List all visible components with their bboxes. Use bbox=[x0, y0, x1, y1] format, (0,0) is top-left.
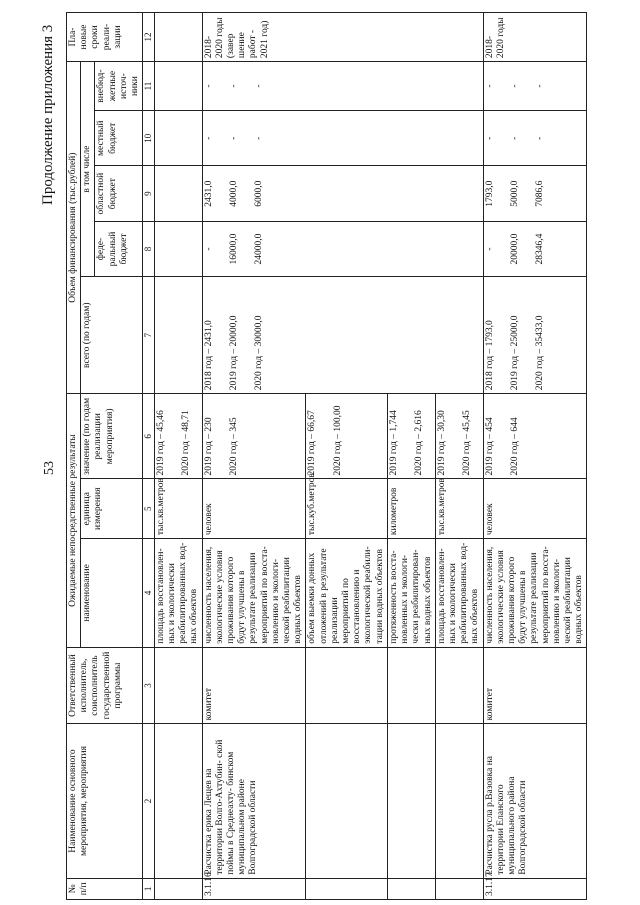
hdr-res-name: наименование bbox=[81, 539, 143, 648]
executor: комитет bbox=[483, 647, 587, 724]
program-table bbox=[66, 12, 587, 900]
executor: комитет bbox=[202, 647, 306, 724]
offbudget-value: - bbox=[534, 84, 545, 88]
colnum: 4 bbox=[143, 539, 155, 648]
hdr-off: внебюд-жетные источ-ники bbox=[95, 62, 143, 111]
colnum: 9 bbox=[143, 166, 155, 221]
indicator-unit: тыс.куб.метров bbox=[306, 479, 387, 539]
indicator-value: 2020 год – 644 bbox=[509, 417, 520, 476]
indicator-value: 2019 год – 45,46 bbox=[155, 410, 166, 476]
table-row-3-1-16 bbox=[202, 13, 306, 900]
table-row-continued bbox=[154, 13, 202, 900]
offbudget-value: - bbox=[509, 84, 520, 88]
total-value: 2020 год – 35433,0 bbox=[534, 315, 545, 391]
federal-value: - bbox=[203, 247, 214, 251]
row-number: 3.1.16. bbox=[202, 878, 306, 899]
regional-value: 1793,0 bbox=[484, 180, 495, 207]
continuation-heading: Продолжение приложения 3 bbox=[40, 24, 56, 205]
offbudget-value: - bbox=[484, 84, 495, 88]
total-value: 2019 год – 20000,0 bbox=[228, 315, 239, 391]
hdr-name: Наименование основного мероприятия, мероприятия bbox=[67, 724, 143, 878]
offbudget-value: - bbox=[254, 84, 265, 88]
indicator-value: 2019 год – 30,30 bbox=[436, 410, 447, 476]
hdr-incl: в том числе bbox=[81, 62, 95, 277]
local-value: - bbox=[254, 136, 265, 140]
indicator-unit: человек bbox=[483, 479, 587, 539]
federal-value: 24000,0 bbox=[254, 233, 265, 265]
indicator-unit: человек bbox=[202, 479, 306, 539]
hdr-loc: местный бюджет bbox=[95, 111, 143, 166]
table-row-3-1-17 bbox=[483, 13, 587, 900]
colnum: 6 bbox=[143, 394, 155, 479]
offbudget-value: - bbox=[228, 84, 239, 88]
colnum: 5 bbox=[143, 479, 155, 539]
colnum: 1 bbox=[143, 878, 155, 899]
total-value: 2018 год – 2431,0 bbox=[203, 320, 214, 391]
colnum: 7 bbox=[143, 277, 155, 394]
colnum: 12 bbox=[143, 13, 155, 62]
regional-value: 4000,0 bbox=[228, 180, 239, 207]
hdr-results: Ожидаемые непосредственные результаты bbox=[67, 394, 81, 647]
regional-value: 2431,0 bbox=[203, 180, 214, 207]
planned-dates: 2018- 2020 годы bbox=[483, 13, 587, 62]
local-value: - bbox=[484, 136, 495, 140]
indicator-unit: километров bbox=[387, 479, 435, 539]
hdr-reg: областной бюджет bbox=[95, 166, 143, 221]
local-value: - bbox=[509, 136, 520, 140]
hdr-res-unit: единица измерения bbox=[81, 479, 143, 539]
indicator-name: протяженность восста- новленных и экологи- чески реабилитирован- ных водных объектов bbox=[387, 539, 435, 648]
local-value: - bbox=[228, 136, 239, 140]
indicator-value: 2019 год – 454 bbox=[484, 417, 495, 476]
regional-value: 6000,0 bbox=[254, 180, 265, 207]
indicator-value: 2020 год – 2,616 bbox=[414, 410, 425, 476]
local-value: - bbox=[534, 136, 545, 140]
indicator-unit: тыс.кв.метров bbox=[435, 479, 483, 539]
total-value: 2019 год – 25000,0 bbox=[509, 315, 520, 391]
indicator-value: 2019 год – 1,744 bbox=[388, 410, 399, 476]
hdr-total: всего (по годам) bbox=[81, 277, 143, 394]
federal-value: 20000,0 bbox=[509, 233, 520, 265]
colnum: 8 bbox=[143, 221, 155, 276]
hdr-finance: Объем финансирования (тыс.рублей) bbox=[67, 62, 81, 394]
federal-value: 16000,0 bbox=[228, 233, 239, 265]
indicator-name: численность населения, экологические условия проживания которого будут улучшены в результате реализации мероприятий по восста- новлению и экологи- ческой реабилитации водных объектов bbox=[483, 539, 587, 648]
colnum: 11 bbox=[143, 62, 155, 111]
federal-value: 28346,4 bbox=[534, 233, 545, 265]
regional-value: 5000,0 bbox=[509, 180, 520, 207]
page-number: 53 bbox=[42, 461, 57, 475]
federal-value: - bbox=[484, 247, 495, 251]
indicator-value: 2020 год – 45,45 bbox=[461, 410, 472, 476]
regional-value: 7086,6 bbox=[534, 180, 545, 207]
local-value: - bbox=[203, 136, 214, 140]
indicator-value: 2020 год – 100,00 bbox=[332, 405, 343, 476]
indicator-name: площадь восстановлен- ных и экологически реабилитированных вод- ных объектов bbox=[154, 539, 202, 648]
column-number-row bbox=[143, 13, 155, 900]
colnum: 2 bbox=[143, 724, 155, 878]
hdr-num: № п/п bbox=[67, 878, 143, 899]
activity-name: Расчистка русла р.Вазовка на территории Еланского муниципального района Волгоградской области bbox=[483, 724, 587, 878]
indicator-value: 2020 год – 48,71 bbox=[181, 410, 192, 476]
indicator-value: 2019 год – 66,67 bbox=[307, 410, 318, 476]
offbudget-value: - bbox=[203, 84, 214, 88]
indicator-value: 2020 год – 345 bbox=[228, 417, 239, 476]
total-value: 2018 год – 1793,0 bbox=[484, 320, 495, 391]
indicator-value: 2019 год – 230 bbox=[203, 417, 214, 476]
hdr-dates: Пла-новые сроки реали-зации bbox=[67, 13, 143, 62]
indicator-name: объем выемки донных отложений в результате реализации мероприятий по восстановлению и экологической реабили- тации водных объектов bbox=[306, 539, 387, 648]
row-number: 3.1.17. bbox=[483, 878, 587, 899]
colnum: 10 bbox=[143, 111, 155, 166]
planned-dates: 2018- 2020 годы (завер шение работ - 2021 год) bbox=[202, 13, 483, 62]
colnum: 3 bbox=[143, 647, 155, 724]
indicator-name: площадь восстановлен- ных и экологически реабилитированных вод- ных объектов bbox=[435, 539, 483, 648]
total-value: 2020 год – 30000,0 bbox=[254, 315, 265, 391]
activity-name: Расчистка ерика Лещев на территории Волго-Ахтубин- ской поймы в Среднеахту- бинском муниципальном районе Волгоградской области bbox=[202, 724, 306, 878]
hdr-exec: Ответственный исполнитель, соисполнитель государственной программы bbox=[67, 647, 143, 724]
indicator-unit: тыс.кв.метров bbox=[154, 479, 202, 539]
hdr-res-value: значение (по годам реализации мероприятия) bbox=[81, 394, 143, 479]
header-row-1 bbox=[67, 13, 81, 900]
indicator-name: численность населения, экологические условия проживания которого будут улучшены в результате реализации мероприятий по восста- новлению и экологи- ческой реабилитации водных объектов bbox=[202, 539, 306, 648]
hdr-fed: феде-ральный бюджет bbox=[95, 221, 143, 276]
